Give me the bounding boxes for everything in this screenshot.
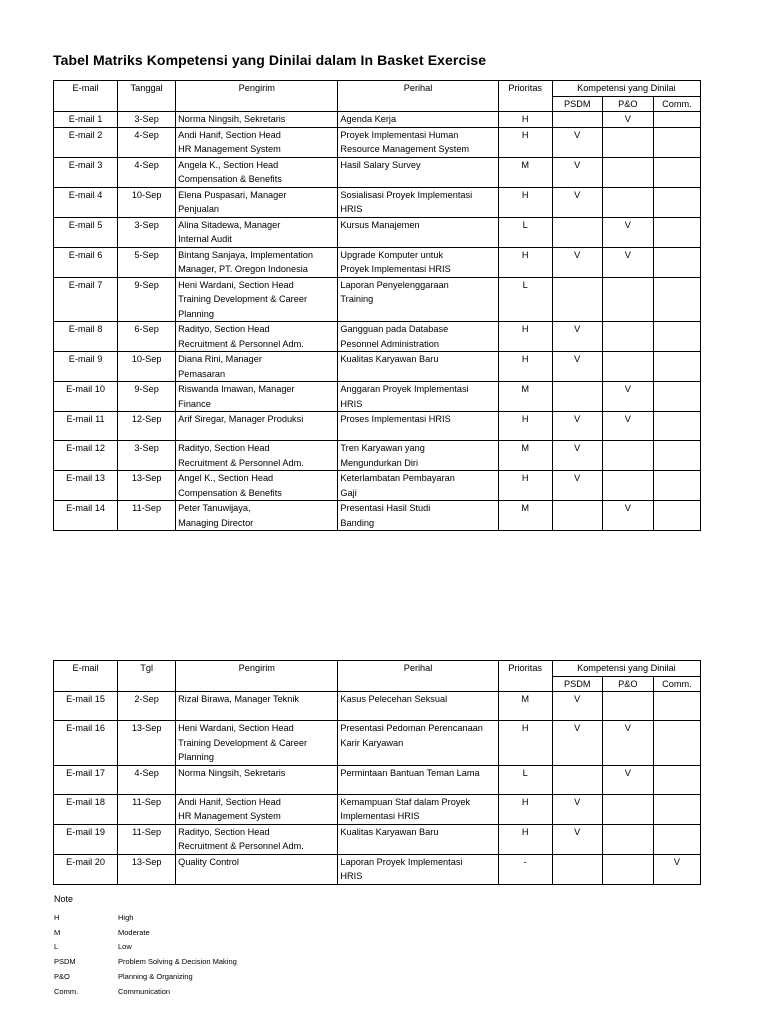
subject-cell-line: Gaji bbox=[340, 487, 357, 498]
sender-cell-line: Managing Director bbox=[178, 517, 254, 528]
comm-cell bbox=[653, 157, 700, 187]
date-cell: 9-Sep bbox=[118, 277, 176, 322]
sender-cell bbox=[176, 277, 338, 322]
priority-cell: H bbox=[498, 322, 552, 352]
comm-cell bbox=[653, 412, 700, 441]
date-cell: 3-Sep bbox=[118, 441, 176, 471]
subject-cell bbox=[338, 322, 498, 352]
comm-cell bbox=[653, 692, 700, 721]
psdm-cell: V bbox=[552, 794, 602, 824]
priority-cell: H bbox=[498, 471, 552, 501]
email-cell: E-mail 3 bbox=[54, 157, 118, 187]
legend-row bbox=[54, 940, 237, 955]
header-email: E-mail bbox=[54, 81, 118, 112]
subject-cell-line: Banding bbox=[340, 517, 375, 528]
subject-cell-line: Training bbox=[340, 294, 374, 304]
date-cell: 3-Sep bbox=[118, 112, 176, 128]
priority-cell: M bbox=[498, 692, 552, 721]
subject-cell bbox=[338, 187, 498, 217]
po-cell bbox=[602, 441, 653, 471]
priority-cell: L bbox=[498, 765, 552, 794]
header-email: E-mail bbox=[54, 661, 118, 692]
date-cell: 4-Sep bbox=[118, 127, 176, 157]
sender-cell-line: HR Management System bbox=[178, 144, 281, 154]
header-psdm: PSDM bbox=[552, 96, 602, 112]
po-cell: V bbox=[602, 217, 653, 247]
subject-cell-line: Proses Implementasi HRIS bbox=[340, 414, 451, 424]
table-row bbox=[54, 471, 701, 501]
header-psdm: PSDM bbox=[552, 676, 602, 692]
sender-cell-line: Heni Wardani, Section Head bbox=[178, 279, 294, 290]
subject-cell bbox=[338, 277, 498, 322]
subject-cell bbox=[338, 127, 498, 157]
subject-cell bbox=[338, 382, 498, 412]
sender-cell bbox=[176, 217, 338, 247]
subject-cell-line: HRIS bbox=[340, 204, 363, 214]
subject-cell-line: Presentasi Hasil Studi bbox=[340, 503, 431, 513]
psdm-cell: V bbox=[552, 412, 602, 441]
header-date: Tanggal bbox=[118, 81, 176, 112]
priority-cell: H bbox=[498, 824, 552, 854]
email-cell: E-mail 2 bbox=[54, 127, 118, 157]
subject-cell bbox=[338, 721, 498, 766]
sender-cell-line: Recruitment & Personnel Adm. bbox=[178, 457, 304, 468]
subject-cell-line: Proyek Implementasi Human bbox=[340, 129, 459, 140]
sender-cell-line: Arif Siregar, Manager Produksi bbox=[178, 414, 304, 424]
sender-cell-line: Recruitment & Personnel Adm. bbox=[178, 841, 304, 851]
sender-cell bbox=[176, 112, 338, 128]
date-cell: 10-Sep bbox=[118, 187, 176, 217]
po-cell bbox=[602, 157, 653, 187]
comm-cell bbox=[653, 824, 700, 854]
sender-cell-line: Riswanda Imawan, Manager bbox=[178, 384, 295, 394]
sender-cell-line: Radityo, Section Head bbox=[178, 443, 270, 453]
document-title: Tabel Matriks Kompetensi yang Dinilai dalam In Basket Exercise bbox=[53, 52, 487, 68]
table-row bbox=[54, 352, 701, 382]
legend-value: Communication bbox=[118, 986, 171, 996]
comm-cell bbox=[653, 112, 700, 128]
po-cell: V bbox=[602, 765, 653, 794]
subject-cell-line: Agenda Kerja bbox=[340, 114, 397, 124]
sender-cell-line: Diana Rini, Manager bbox=[178, 354, 262, 364]
psdm-cell: V bbox=[552, 721, 602, 766]
header-comm: Comm. bbox=[653, 96, 700, 112]
sender-cell bbox=[176, 854, 338, 884]
sender-cell bbox=[176, 247, 338, 277]
email-cell: E-mail 18 bbox=[54, 794, 118, 824]
email-cell: E-mail 12 bbox=[54, 441, 118, 471]
subject-cell bbox=[338, 441, 498, 471]
email-cell: E-mail 17 bbox=[54, 765, 118, 794]
header-priority: Prioritas bbox=[498, 661, 552, 692]
sender-cell-line: HR Management System bbox=[178, 811, 281, 821]
email-cell: E-mail 10 bbox=[54, 382, 118, 412]
sender-cell bbox=[176, 187, 338, 217]
legend-row bbox=[54, 984, 237, 999]
comm-cell bbox=[653, 187, 700, 217]
sender-cell bbox=[176, 412, 338, 441]
priority-cell: M bbox=[498, 382, 552, 412]
sender-cell-line: Alina Sitadewa, Manager bbox=[178, 219, 281, 230]
header-priority: Prioritas bbox=[498, 81, 552, 112]
po-cell bbox=[602, 471, 653, 501]
legend-value: Moderate bbox=[118, 927, 150, 937]
subject-cell-line: Tren Karyawan yang bbox=[340, 443, 425, 453]
psdm-cell: V bbox=[552, 247, 602, 277]
priority-cell: M bbox=[498, 441, 552, 471]
psdm-cell: V bbox=[552, 692, 602, 721]
subject-cell bbox=[338, 824, 498, 854]
po-cell bbox=[602, 854, 653, 884]
email-cell: E-mail 15 bbox=[54, 692, 118, 721]
subject-cell bbox=[338, 854, 498, 884]
sender-cell bbox=[176, 471, 338, 501]
table-row bbox=[54, 501, 701, 531]
sender-cell-line: Internal Audit bbox=[178, 234, 232, 244]
sender-cell-line: Radityo, Section Head bbox=[178, 324, 270, 334]
subject-cell bbox=[338, 412, 498, 441]
table-row bbox=[54, 112, 701, 128]
table-row bbox=[54, 441, 701, 471]
subject-cell bbox=[338, 501, 498, 531]
subject-cell-line: Anggaran Proyek Implementasi bbox=[340, 384, 469, 394]
sender-cell-line: Quality Control bbox=[178, 856, 239, 867]
psdm-cell bbox=[552, 765, 602, 794]
priority-cell: H bbox=[498, 412, 552, 441]
email-cell: E-mail 11 bbox=[54, 412, 118, 441]
table-row bbox=[54, 721, 701, 766]
subject-cell-line: Karir Karyawan bbox=[340, 737, 404, 748]
header-sender: Pengirim bbox=[176, 81, 338, 112]
subject-cell-line: Kasus Pelecehan Seksual bbox=[340, 694, 448, 704]
email-cell: E-mail 1 bbox=[54, 112, 118, 128]
subject-cell-line: Mengundurkan Diri bbox=[340, 457, 419, 468]
subject-cell-line: HRIS bbox=[340, 398, 363, 409]
psdm-cell: V bbox=[552, 127, 602, 157]
po-cell: V bbox=[602, 412, 653, 441]
table-body bbox=[54, 692, 701, 885]
psdm-cell: V bbox=[552, 352, 602, 382]
comm-cell bbox=[653, 765, 700, 794]
sender-cell-line: Norma Ningsih, Sekretaris bbox=[178, 114, 286, 124]
header-comm: Comm. bbox=[653, 676, 700, 692]
priority-cell: H bbox=[498, 112, 552, 128]
sender-cell bbox=[176, 441, 338, 471]
header-subject: Perihal bbox=[338, 661, 498, 692]
sender-cell bbox=[176, 501, 338, 531]
subject-cell bbox=[338, 352, 498, 382]
sender-cell-line: Compensation & Benefits bbox=[178, 174, 282, 184]
email-cell: E-mail 13 bbox=[54, 471, 118, 501]
subject-cell bbox=[338, 692, 498, 721]
header-subject: Perihal bbox=[338, 81, 498, 112]
email-cell: E-mail 20 bbox=[54, 854, 118, 884]
comm-cell bbox=[653, 794, 700, 824]
subject-cell bbox=[338, 157, 498, 187]
table-row bbox=[54, 187, 701, 217]
po-cell bbox=[602, 824, 653, 854]
subject-cell bbox=[338, 247, 498, 277]
sender-cell bbox=[176, 157, 338, 187]
date-cell: 10-Sep bbox=[118, 352, 176, 382]
date-cell: 3-Sep bbox=[118, 217, 176, 247]
date-cell: 11-Sep bbox=[118, 824, 176, 854]
po-cell: V bbox=[602, 112, 653, 128]
date-cell: 11-Sep bbox=[118, 501, 176, 531]
email-cell: E-mail 7 bbox=[54, 277, 118, 322]
table-row bbox=[54, 794, 701, 824]
subject-cell-line: Pesonnel Administration bbox=[340, 338, 439, 349]
po-cell bbox=[602, 352, 653, 382]
legend-row bbox=[54, 910, 237, 925]
subject-cell-line: Resource Management System bbox=[340, 144, 470, 154]
sender-cell-line: Training Development & Career bbox=[178, 737, 308, 748]
priority-cell: H bbox=[498, 352, 552, 382]
date-cell: 6-Sep bbox=[118, 322, 176, 352]
sender-cell bbox=[176, 824, 338, 854]
subject-cell-line: Kualitas Karyawan Baru bbox=[340, 354, 439, 364]
sender-cell-line: Pemasaran bbox=[178, 368, 226, 379]
header-po: P&O bbox=[602, 96, 653, 112]
psdm-cell: V bbox=[552, 824, 602, 854]
legend-key: L bbox=[54, 942, 59, 952]
psdm-cell bbox=[552, 112, 602, 128]
table-row bbox=[54, 127, 701, 157]
sender-cell bbox=[176, 352, 338, 382]
date-cell: 4-Sep bbox=[118, 765, 176, 794]
header-competency: Kompetensi yang Dinilai bbox=[552, 81, 700, 97]
subject-cell-line: Keterlambatan Pembayaran bbox=[340, 473, 455, 483]
po-cell bbox=[602, 187, 653, 217]
psdm-cell: V bbox=[552, 187, 602, 217]
header-po: P&O bbox=[602, 676, 653, 692]
header-sender: Pengirim bbox=[176, 661, 338, 692]
subject-cell-line: Implementasi HRIS bbox=[340, 811, 420, 821]
date-cell: 9-Sep bbox=[118, 382, 176, 412]
comm-cell bbox=[653, 471, 700, 501]
sender-cell-line: Manager, PT. Oregon Indonesia bbox=[178, 264, 308, 274]
table-row bbox=[54, 692, 701, 721]
date-cell: 13-Sep bbox=[118, 721, 176, 766]
priority-cell: L bbox=[498, 277, 552, 322]
psdm-cell bbox=[552, 854, 602, 884]
table-row bbox=[54, 157, 701, 187]
comm-cell: V bbox=[653, 854, 700, 884]
date-cell: 13-Sep bbox=[118, 854, 176, 884]
table-row bbox=[54, 217, 701, 247]
priority-cell: H bbox=[498, 794, 552, 824]
po-cell: V bbox=[602, 501, 653, 531]
subject-cell-line: Hasil Salary Survey bbox=[340, 159, 421, 170]
sender-cell-line: Andi Hanif, Section Head bbox=[178, 796, 281, 807]
po-cell: V bbox=[602, 721, 653, 766]
comm-cell bbox=[653, 127, 700, 157]
comm-cell bbox=[653, 721, 700, 766]
po-cell bbox=[602, 322, 653, 352]
date-cell: 12-Sep bbox=[118, 412, 176, 441]
sender-cell bbox=[176, 692, 338, 721]
sender-cell-line: Angela K., Section Head bbox=[178, 159, 279, 170]
sender-cell-line: Penjualan bbox=[178, 204, 220, 214]
priority-cell: H bbox=[498, 247, 552, 277]
sender-cell-line: Compensation & Benefits bbox=[178, 487, 282, 498]
priority-cell: L bbox=[498, 217, 552, 247]
priority-cell: H bbox=[498, 187, 552, 217]
subject-cell-line: Permintaan Bantuan Teman Lama bbox=[340, 767, 480, 778]
po-cell bbox=[602, 794, 653, 824]
subject-cell-line: Kualitas Karyawan Baru bbox=[340, 826, 439, 837]
comm-cell bbox=[653, 501, 700, 531]
psdm-cell bbox=[552, 277, 602, 322]
email-cell: E-mail 9 bbox=[54, 352, 118, 382]
po-cell: V bbox=[602, 382, 653, 412]
sender-cell-line: Rizal Birawa, Manager Teknik bbox=[178, 694, 300, 704]
table-row bbox=[54, 765, 701, 794]
legend-row bbox=[54, 954, 237, 969]
sender-cell bbox=[176, 127, 338, 157]
legend-value: Planning & Organizing bbox=[118, 972, 193, 982]
sender-cell-line: Peter Tanuwijaya, bbox=[178, 503, 251, 513]
priority-cell: M bbox=[498, 157, 552, 187]
sender-cell-line: Heni Wardani, Section Head bbox=[178, 723, 294, 733]
priority-cell: M bbox=[498, 501, 552, 531]
comm-cell bbox=[653, 441, 700, 471]
sender-cell-line: Planning bbox=[178, 308, 214, 319]
po-cell bbox=[602, 692, 653, 721]
subject-cell-line: Laporan Penyelenggaraan bbox=[340, 279, 449, 290]
legend-value: Problem Solving & Decision Making bbox=[118, 957, 237, 967]
sender-cell bbox=[176, 794, 338, 824]
table-row bbox=[54, 824, 701, 854]
competency-table-1 bbox=[53, 80, 701, 531]
date-cell: 4-Sep bbox=[118, 157, 176, 187]
sender-cell-line: Recruitment & Personnel Adm. bbox=[178, 338, 304, 349]
legend-value: High bbox=[118, 912, 134, 922]
table-body bbox=[54, 112, 701, 531]
priority-cell: H bbox=[498, 721, 552, 766]
header-date: Tgl bbox=[118, 661, 176, 692]
date-cell: 13-Sep bbox=[118, 471, 176, 501]
subject-cell-line: Gangguan pada Database bbox=[340, 324, 449, 334]
date-cell: 11-Sep bbox=[118, 794, 176, 824]
table-row bbox=[54, 412, 701, 441]
sender-cell-line: Bintang Sanjaya, Implementation bbox=[178, 249, 314, 260]
sender-cell bbox=[176, 322, 338, 352]
subject-cell-line: Upgrade Komputer untuk bbox=[340, 249, 444, 260]
email-cell: E-mail 16 bbox=[54, 721, 118, 766]
psdm-cell bbox=[552, 501, 602, 531]
sender-cell-line: Norma Ningsih, Sekretaris bbox=[178, 767, 286, 778]
sender-cell-line: Training Development & Career bbox=[178, 294, 308, 304]
sender-cell bbox=[176, 721, 338, 766]
priority-cell: - bbox=[498, 854, 552, 884]
subject-cell-line: Presentasi Pedoman Perencanaan bbox=[340, 723, 483, 733]
competency-table-2 bbox=[53, 660, 701, 885]
po-cell: V bbox=[602, 247, 653, 277]
subject-cell-line: HRIS bbox=[340, 871, 363, 881]
subject-cell-line: Proyek Implementasi HRIS bbox=[340, 264, 451, 274]
comm-cell bbox=[653, 217, 700, 247]
po-cell bbox=[602, 127, 653, 157]
date-cell: 2-Sep bbox=[118, 692, 176, 721]
sender-cell-line: Radityo, Section Head bbox=[178, 826, 270, 837]
note-heading: Note bbox=[54, 894, 74, 904]
sender-cell-line: Elena Puspasari, Manager bbox=[178, 189, 287, 200]
subject-cell bbox=[338, 112, 498, 128]
sender-cell-line: Angel K., Section Head bbox=[178, 473, 274, 483]
email-cell: E-mail 19 bbox=[54, 824, 118, 854]
subject-cell bbox=[338, 471, 498, 501]
priority-cell: H bbox=[498, 127, 552, 157]
psdm-cell: V bbox=[552, 322, 602, 352]
email-cell: E-mail 4 bbox=[54, 187, 118, 217]
table-row bbox=[54, 247, 701, 277]
comm-cell bbox=[653, 352, 700, 382]
legend-body bbox=[54, 910, 237, 999]
psdm-cell bbox=[552, 217, 602, 247]
email-cell: E-mail 14 bbox=[54, 501, 118, 531]
sender-cell-line: Andi Hanif, Section Head bbox=[178, 129, 281, 140]
psdm-cell: V bbox=[552, 157, 602, 187]
table-row bbox=[54, 382, 701, 412]
legend-row bbox=[54, 969, 237, 984]
psdm-cell: V bbox=[552, 441, 602, 471]
legend-key: H bbox=[54, 912, 60, 922]
subject-cell-line: Kemampuan Staf dalam Proyek bbox=[340, 796, 471, 807]
comm-cell bbox=[653, 277, 700, 322]
psdm-cell bbox=[552, 382, 602, 412]
header-competency: Kompetensi yang Dinilai bbox=[552, 661, 700, 677]
sender-cell bbox=[176, 765, 338, 794]
legend-value: Low bbox=[118, 942, 132, 952]
legend-key: Comm. bbox=[54, 986, 79, 996]
comm-cell bbox=[653, 322, 700, 352]
legend-key: PSDM bbox=[54, 957, 76, 967]
email-cell: E-mail 6 bbox=[54, 247, 118, 277]
subject-cell-line: Laporan Proyek Implementasi bbox=[340, 856, 463, 867]
psdm-cell: V bbox=[552, 471, 602, 501]
table-row bbox=[54, 322, 701, 352]
subject-cell-line: Sosialisasi Proyek Implementasi bbox=[340, 189, 473, 200]
sender-cell-line: Finance bbox=[178, 398, 211, 409]
comm-cell bbox=[653, 247, 700, 277]
subject-cell bbox=[338, 217, 498, 247]
sender-cell bbox=[176, 382, 338, 412]
subject-cell bbox=[338, 765, 498, 794]
sender-cell-line: Planning bbox=[178, 752, 214, 762]
date-cell: 5-Sep bbox=[118, 247, 176, 277]
legend-key: M bbox=[54, 927, 61, 937]
legend-key: P&O bbox=[54, 972, 70, 982]
subject-cell bbox=[338, 794, 498, 824]
table-row bbox=[54, 277, 701, 322]
email-cell: E-mail 8 bbox=[54, 322, 118, 352]
table-row bbox=[54, 854, 701, 884]
legend-table bbox=[54, 910, 237, 999]
legend-row bbox=[54, 925, 237, 940]
po-cell bbox=[602, 277, 653, 322]
email-cell: E-mail 5 bbox=[54, 217, 118, 247]
subject-cell-line: Kursus Manajemen bbox=[340, 219, 420, 230]
comm-cell bbox=[653, 382, 700, 412]
